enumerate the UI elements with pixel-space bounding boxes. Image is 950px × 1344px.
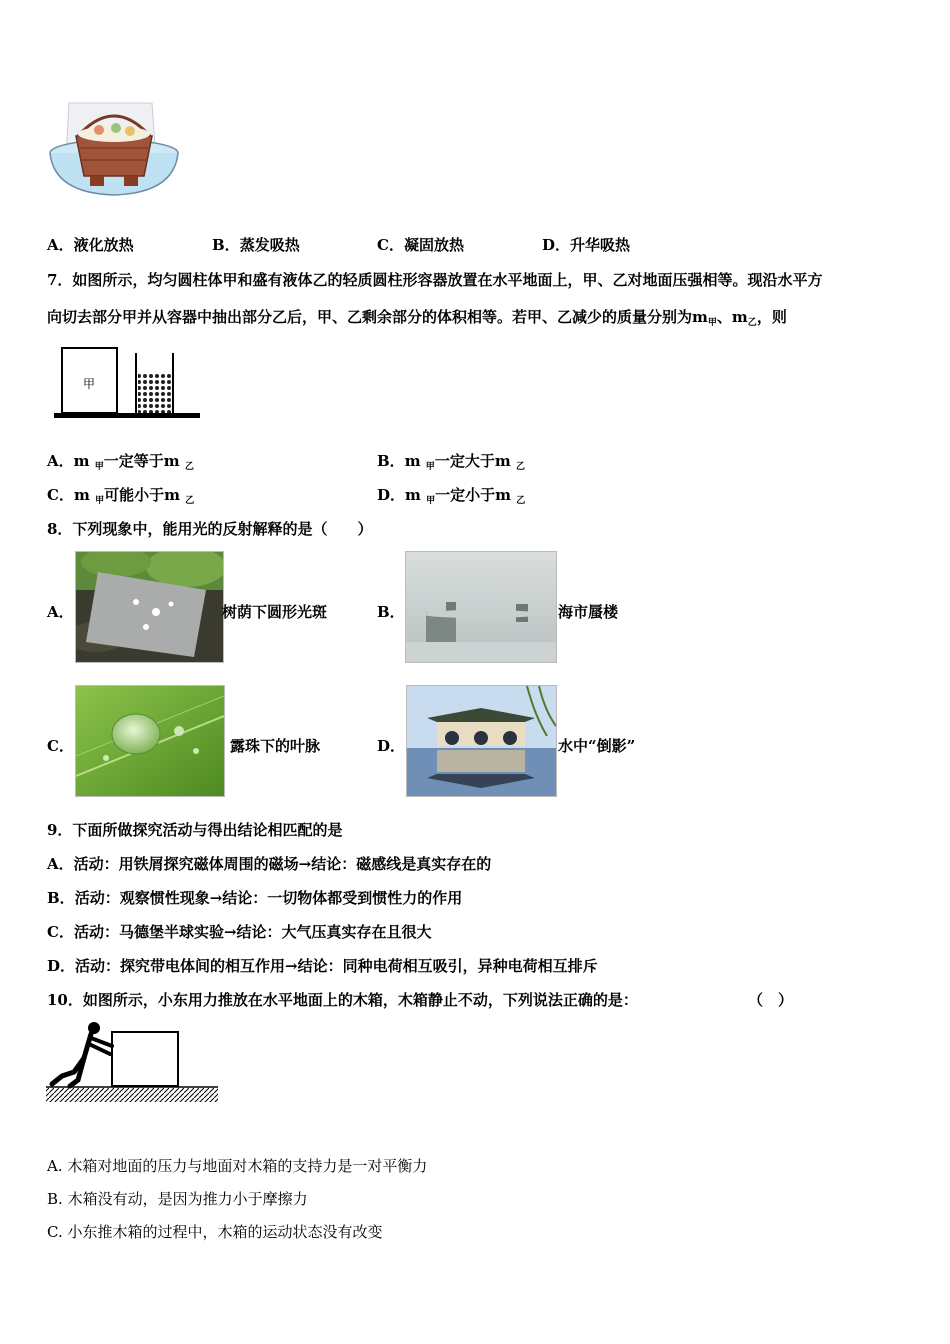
q10-option-a[interactable]: A. 木箱对地面的压力与地面对木箱的支持力是一对平衡力 — [47, 1157, 428, 1175]
q8-option-b-letter[interactable]: B． — [377, 603, 405, 621]
basket-basin-figure — [44, 98, 184, 203]
q10-option-c[interactable]: C. 小东推木箱的过程中，木箱的运动状态没有改变 — [47, 1223, 383, 1241]
q9-option-a[interactable]: A．活动：用铁屑探究磁体周围的磁场→结论：磁感线是真实存在的 — [47, 855, 492, 873]
q8-d-photo — [406, 685, 557, 797]
q7-option-b[interactable]: B．m $_甲$一定大于m $_乙$ — [377, 452, 525, 472]
q10-stem: 10．如图所示，小东用力推放在水平地面上的木箱，木箱静止不动，下列说法正确的是： — [47, 991, 638, 1009]
q8-option-d-text[interactable]: 水中“倒影” — [558, 737, 636, 755]
q7-option-d[interactable]: D．m $_甲$一定小于m $_乙$ — [377, 486, 526, 506]
q8-option-c-letter[interactable]: C． — [47, 737, 74, 755]
q10-option-b[interactable]: B. 木箱没有动，是因为推力小于摩擦力 — [47, 1190, 308, 1208]
q8-a-photo — [75, 551, 224, 663]
q9-option-c[interactable]: C．活动：马德堡半球实验→结论：大气压真实存在且很大 — [47, 923, 432, 941]
cylinder-container-figure — [52, 343, 202, 428]
q8-option-a-letter[interactable]: A． — [47, 603, 74, 621]
q9-option-d[interactable]: D．活动：探究带电体间的相互作用→结论：同种电荷相互吸引，异种电荷相互排斥 — [47, 957, 598, 975]
q8-option-b-text[interactable]: 海市蜃楼 — [558, 603, 619, 621]
cylinder-jia-label: 甲 — [82, 377, 96, 391]
q8-option-c-text[interactable]: 露珠下的叶脉 — [230, 737, 321, 755]
q8-stem: 8．下列现象中，能用光的反射解释的是（ ） — [47, 520, 373, 538]
q6-option-d[interactable]: D．升华吸热 — [542, 236, 631, 254]
push-box-figure — [44, 1018, 220, 1108]
q8-b-photo — [405, 551, 557, 663]
q7-option-a[interactable]: A．m $_甲$一定等于m $_乙$ — [47, 452, 194, 472]
q8-option-a-text[interactable]: 树荫下圆形光斑 — [222, 603, 328, 621]
q6-option-b[interactable]: B．蒸发吸热 — [212, 236, 300, 254]
q7-stem-line2: 向切去部分甲并从容器中抽出部分乙后，甲、乙剩余部分的体积相等。若甲、乙减少的质量分别为$m_甲$、$m_乙$，则 — [47, 308, 787, 328]
q9-option-b[interactable]: B．活动：观察惯性现象→结论：一切物体都受到惯性力的作用 — [47, 889, 463, 907]
q6-option-c[interactable]: C．凝固放热 — [377, 236, 464, 254]
q7-stem-line1: 7．如图所示，均匀圆柱体甲和盛有液体乙的轻质圆柱形容器放置在水平地面上，甲、乙对地面压强相等。现沿水平方 — [47, 271, 823, 289]
q9-stem: 9．下面所做探究活动与得出结论相匹配的是 — [47, 821, 343, 839]
q8-option-d-letter[interactable]: D． — [377, 737, 406, 755]
q7-option-c[interactable]: C．m $_甲$可能小于m $_乙$ — [47, 486, 195, 506]
q10-answer-bracket: （ ） — [748, 991, 794, 1009]
q6-option-a[interactable]: A．液化放热 — [47, 236, 134, 254]
q8-c-photo — [75, 685, 225, 797]
